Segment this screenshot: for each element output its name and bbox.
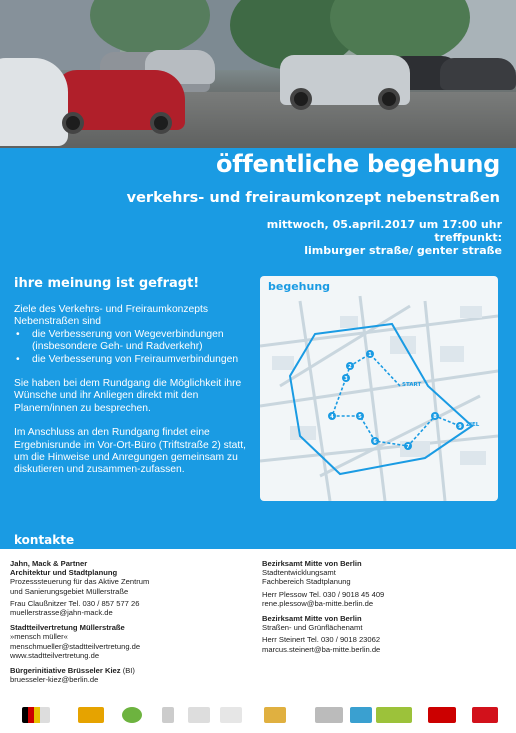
stop-number: 4 [330, 414, 334, 420]
contact-org: Stadtteilvertretung Müllerstraße [10, 623, 125, 633]
contact-line: Herr Plessow Tel. 030 / 9018 45 409 [262, 589, 385, 599]
contact-org: Bezirksamt Mitte von Berlin [262, 614, 362, 624]
contact-org: Bezirksamt Mitte von Berlin [262, 559, 362, 568]
page-title: öffentliche begehung [216, 150, 500, 178]
contact-line: Fachbereich Stadtplanung [262, 577, 351, 587]
stop-number: 6 [373, 439, 377, 445]
berlin-logo [472, 707, 498, 723]
photo-wheel [62, 112, 84, 134]
stop-number: 5 [358, 414, 362, 420]
contact-org-suffix: (BI) [120, 666, 135, 676]
meeting-label: treffpunkt: [434, 231, 502, 244]
contact-email[interactable]: bruesseler-kiez@berlin.de [10, 675, 99, 685]
contact-line: Straßen- und Grünflächenamt [262, 623, 363, 633]
partner-logo [188, 707, 210, 723]
photo-wheel [378, 88, 400, 110]
partner-logo [162, 707, 174, 723]
contact-block [10, 623, 240, 660]
contact-line: Frau Claußnitzer Tel. 030 / 857 577 26 [10, 598, 140, 608]
partner-logo [315, 707, 343, 723]
photo-wheel [150, 112, 172, 134]
route-map [260, 276, 498, 501]
intro-paragraph: Im Anschluss an den Rundgang findet eine Ergebnisrunde im Vor-Ort-Büro (Triftstraße 2) statt, um die Hinweise und Anregungen gemeinsam zu diskutieren und zusammen-zufassen. [14, 427, 246, 476]
contact-block [10, 559, 240, 617]
end-label: ZIEL [466, 422, 480, 428]
partner-logo [350, 707, 372, 723]
photo-car [440, 58, 516, 90]
event-info [267, 218, 502, 257]
section-heading-contacts: kontakte [14, 533, 75, 547]
contact-line: Prozesssteuerung für das Aktive Zentrum [10, 577, 150, 587]
section-heading-opinion: ihre meinung ist gefragt! [14, 276, 200, 291]
stop-number: 9 [458, 424, 462, 430]
stop-number: 2 [348, 364, 352, 370]
contact-line: »mensch müller« [10, 632, 68, 642]
goal-item: • die Verbesserung von Wegeverbindungen (insbesondere Geh- und Radverkehr) [14, 329, 254, 354]
contact-email[interactable]: menschmueller@stadtteilvertretung.de [10, 641, 141, 651]
page-subtitle: verkehrs- und freiraumkonzept nebenstraßen [126, 190, 500, 206]
contact-org: Bürgerinitiative Brüsseler Kiez [10, 666, 121, 676]
contacts-left-column [10, 559, 240, 690]
bruesseler-kiez-logo [220, 707, 242, 723]
map-title: begehung [268, 280, 331, 293]
contacts-right-column [262, 559, 502, 660]
bezirk-mitte-logo [428, 707, 456, 723]
contact-block [262, 559, 502, 608]
aktive-zentren-logo [78, 707, 104, 723]
contact-email[interactable]: muellerstrasse@jahn-mack.de [10, 608, 113, 618]
contact-line: Herr Steinert Tel. 030 / 9018 23062 [262, 635, 381, 645]
contact-email[interactable]: rene.plessow@ba-mitte.berlin.de [262, 598, 374, 608]
partner-logo [376, 707, 412, 723]
contact-org: Architektur und Stadtplanung [10, 568, 118, 578]
contact-email[interactable]: marcus.steinert@ba-mitte.berlin.de [262, 644, 381, 654]
contact-org-line [10, 666, 240, 675]
stop-number: 8 [433, 414, 437, 420]
meeting-place: limburger straße/ genter straße [304, 244, 502, 257]
map-graphic [260, 276, 498, 501]
contact-website[interactable]: www.stadtteilvertretung.de [10, 650, 100, 660]
photo-car [0, 58, 68, 146]
contact-block [10, 666, 240, 684]
contact-line: und Sanierungsgebiet Müllerstraße [10, 586, 129, 596]
intro-paragraph: Ziele des Verkehrs- und Freiraumkonzepts Nebenstraßen sind [14, 304, 209, 328]
start-label: START [402, 382, 422, 388]
contact-org: Jahn, Mack & Partner [10, 559, 88, 568]
photo-wheel [290, 88, 312, 110]
contact-line: Stadtentwicklungsamt [262, 568, 336, 578]
goal-item: • die Verbesserung von Freiraumverbindungen [14, 354, 254, 366]
goals-list [14, 329, 254, 366]
zentrum-logo [122, 707, 142, 723]
contact-block [262, 614, 502, 654]
event-date: mittwoch, 05.april.2017 um 17:00 uhr [266, 218, 502, 231]
stop-number: 1 [368, 352, 372, 358]
hero-photo [0, 0, 516, 148]
stop-number: 7 [406, 444, 410, 450]
sponsor-logos [0, 701, 516, 731]
contacts-section [0, 549, 516, 733]
intro-paragraph: Sie haben bei dem Rundgang die Möglichkeit ihre Wünsche und ihr Anliegen direkt mit den Planern/innen zu besprechen. [14, 378, 242, 414]
federal-logo [22, 707, 50, 723]
stop-number: 3 [344, 376, 348, 382]
partner-logo [264, 707, 286, 723]
intro-text [14, 304, 254, 489]
